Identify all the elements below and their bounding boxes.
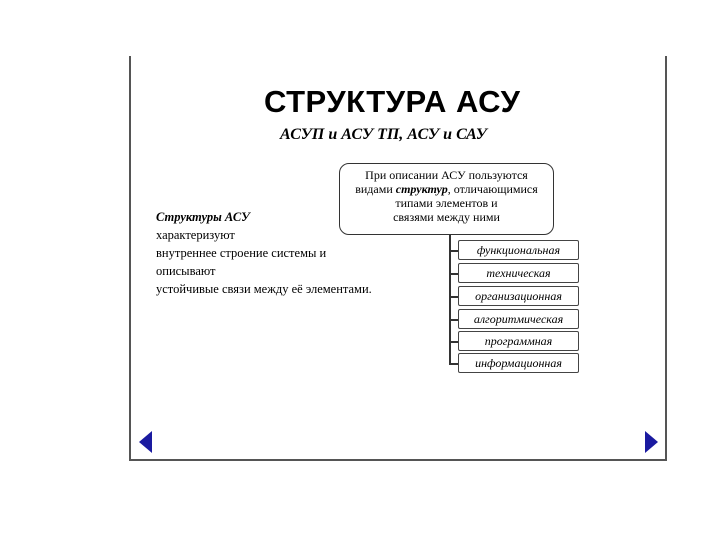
tree-connector-vertical (449, 235, 451, 363)
main-box-line-4: связями между ними (393, 210, 500, 224)
structure-type-item: алгоритмическая (458, 309, 579, 329)
slide-title: СТРУКТУРА АСУ (264, 84, 521, 119)
main-box-line-3: типами элементов и (395, 196, 498, 210)
left-description (156, 208, 396, 298)
tree-connector-branch (449, 273, 458, 275)
left-description-line-1: характеризуют (156, 228, 235, 242)
tree-connector-branch (449, 363, 458, 365)
structure-type-item: программная (458, 331, 579, 351)
main-box-line-2-suffix: , отличающимися (447, 182, 538, 196)
triangle-left-icon[interactable] (139, 431, 152, 453)
left-description-line-3: описывают (156, 264, 216, 278)
structure-type-item: информационная (458, 353, 579, 373)
triangle-right-icon[interactable] (645, 431, 658, 453)
tree-connector-branch (449, 319, 458, 321)
slide-subtitle: АСУП и АСУ ТП, АСУ и САУ (280, 126, 487, 143)
tree-connector-branch (449, 250, 458, 252)
left-description-line-4: устойчивые связи между её элементами. (156, 282, 372, 296)
structure-type-item: организационная (458, 286, 579, 306)
tree-connector-branch (449, 296, 458, 298)
main-box-line-2-bold: структур (395, 182, 448, 196)
left-description-line-2: внутреннее строение системы и (156, 246, 327, 260)
structure-type-item: функциональная (458, 240, 579, 260)
main-box-line-1: При описании АСУ пользуются (365, 168, 528, 182)
main-box-line-2-prefix: видами (355, 182, 396, 196)
main-box-line-2 (340, 182, 553, 196)
structure-type-item: техническая (458, 263, 579, 283)
tree-connector-branch (449, 341, 458, 343)
left-description-heading: Структуры АСУ (156, 210, 250, 224)
